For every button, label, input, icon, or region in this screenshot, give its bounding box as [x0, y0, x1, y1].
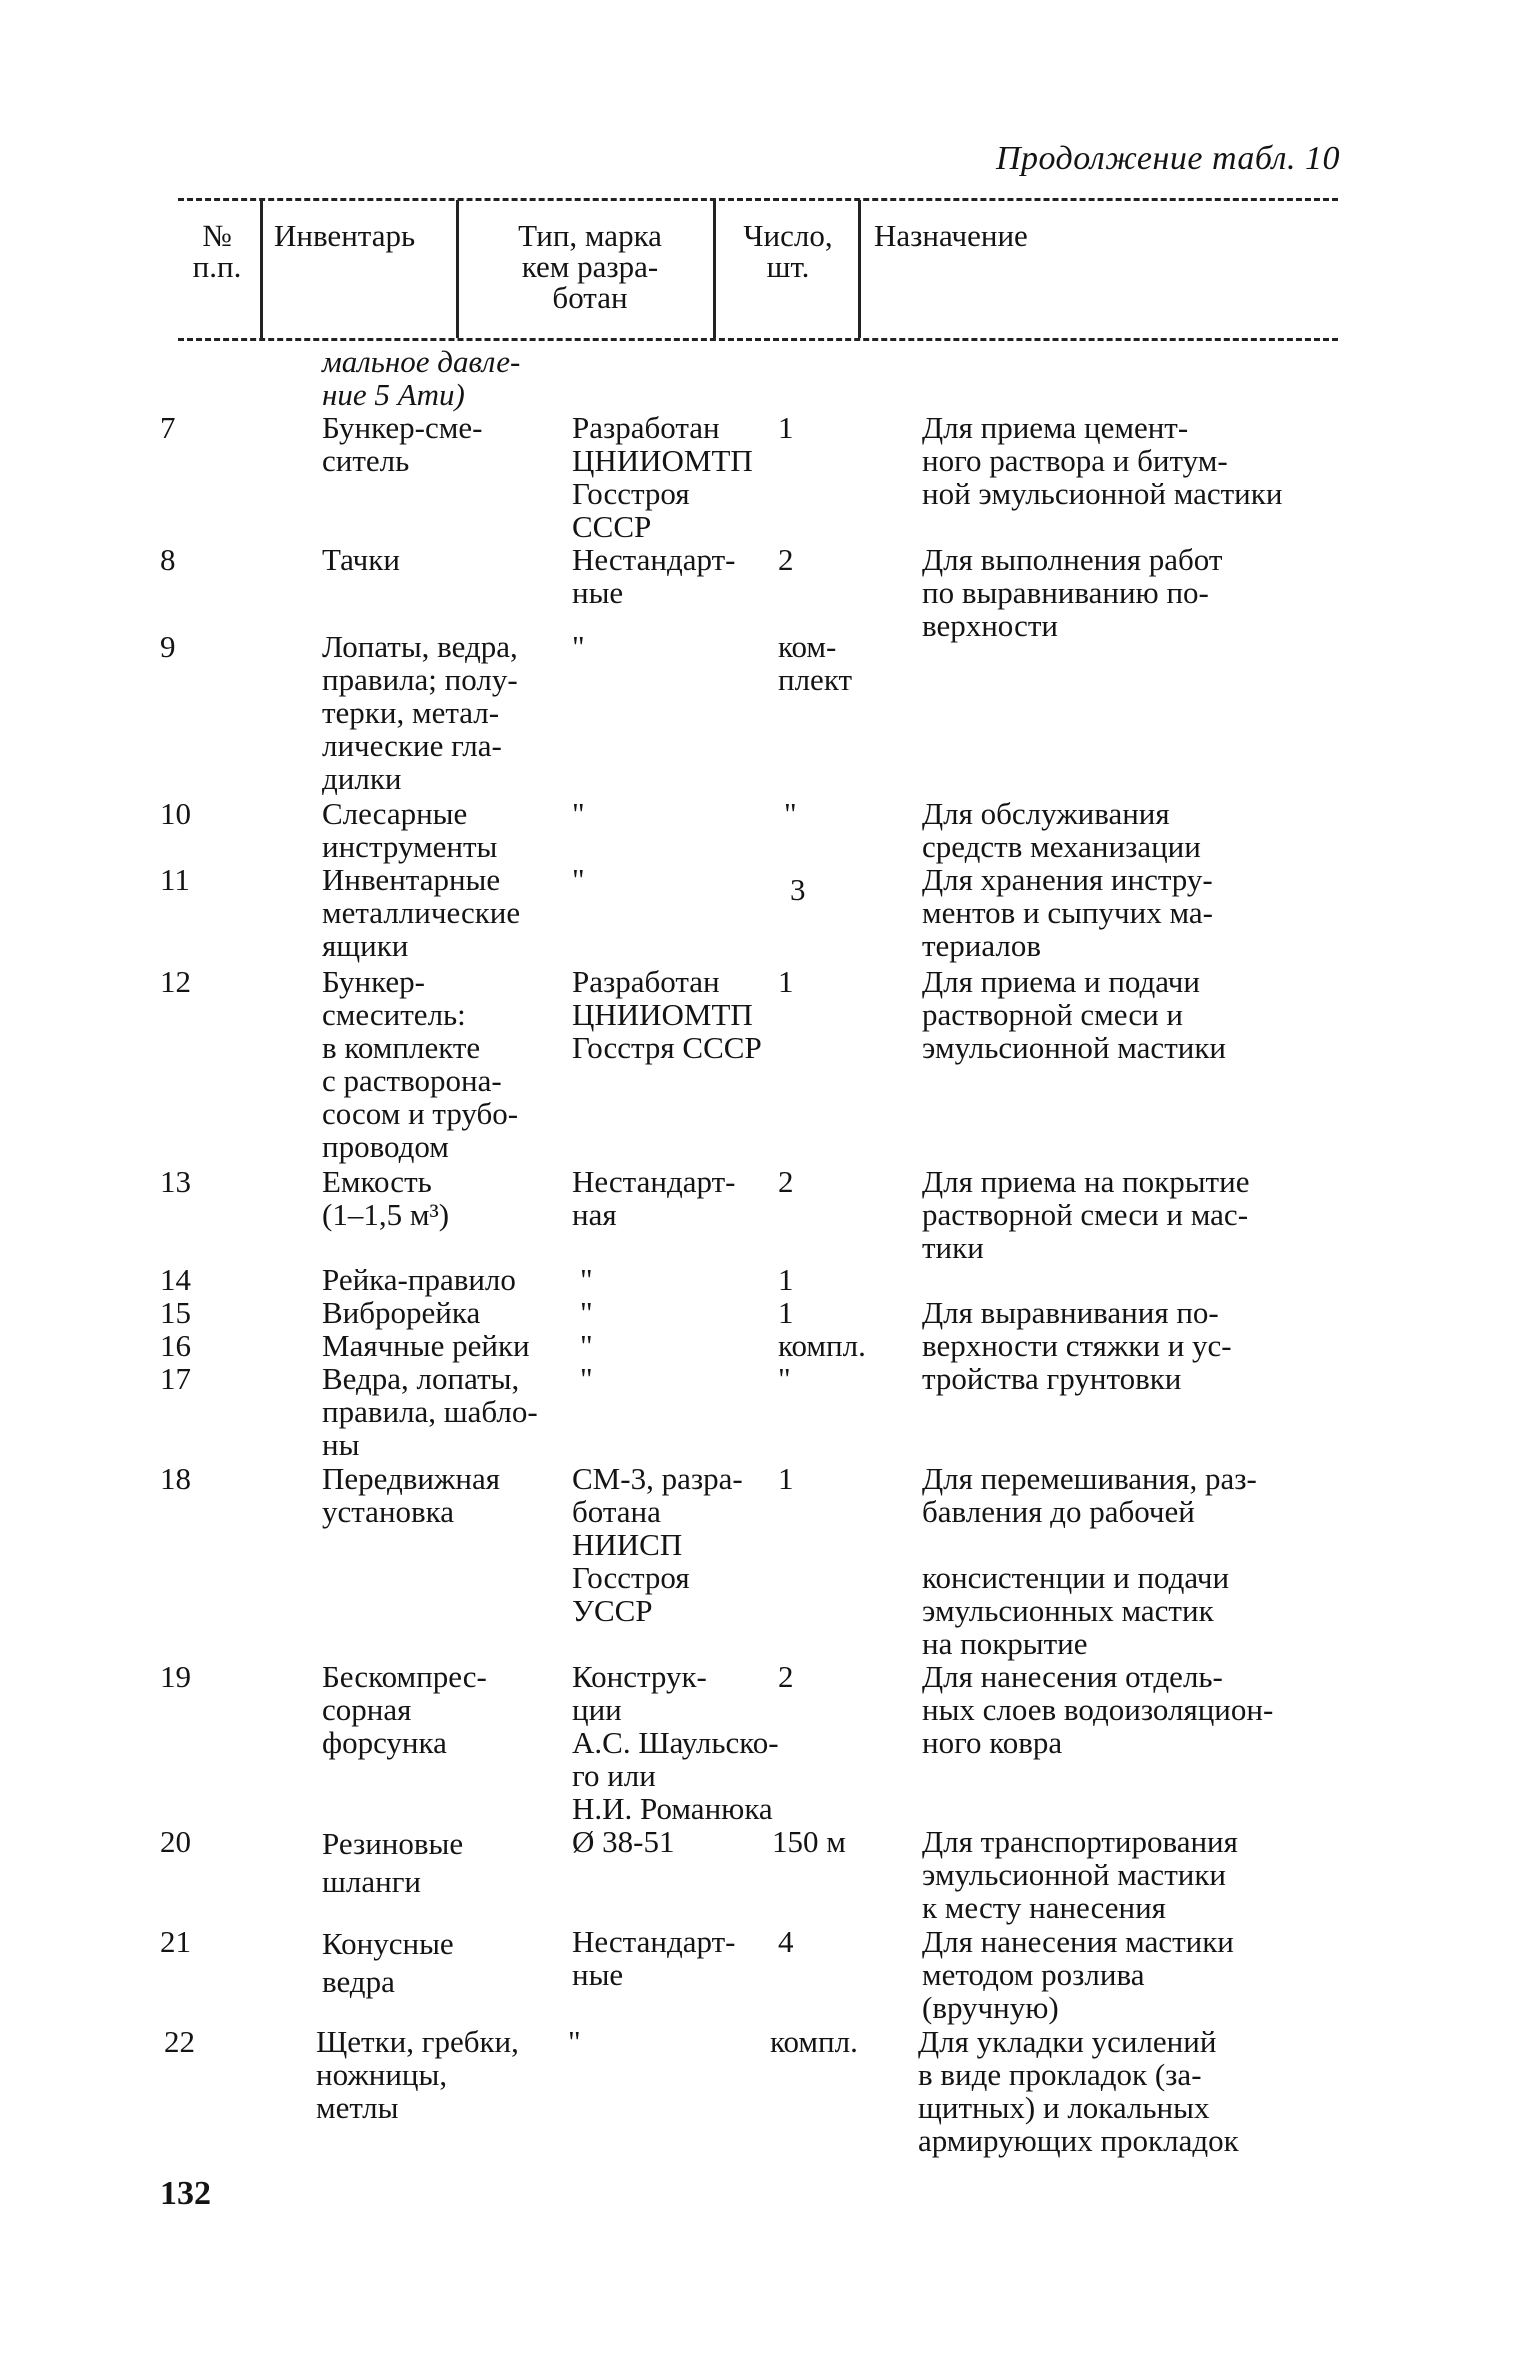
cell-num: 15: [160, 1295, 191, 1330]
cell-num: 21: [160, 1924, 191, 1959]
cell-qty: ": [778, 1361, 791, 1396]
cell-type: ": [580, 1328, 593, 1363]
cell-qty: 1: [778, 1262, 794, 1297]
cell-inventory: Бункер-сме- ситель: [322, 410, 483, 478]
cell-qty: компл.: [770, 2024, 858, 2059]
cell-inventory: Бункер- смеситель: в комплекте с растворона- сосом и трубо- проводом: [322, 964, 519, 1164]
cell-num: 14: [160, 1262, 191, 1297]
header-qty: Число, шт.: [743, 218, 833, 284]
table-caption: Продолжение табл. 10: [995, 140, 1340, 177]
cell-qty: ком- плект: [778, 629, 853, 697]
cell-qty: 1: [778, 410, 794, 445]
cell-qty: 2: [778, 1659, 794, 1694]
cell-inventory: Конусные ведра: [322, 1926, 454, 1999]
cell-inventory: Виброрейка: [322, 1295, 481, 1330]
cell-qty: 2: [778, 542, 794, 577]
cell-qty: 1: [778, 1461, 794, 1496]
cell-num: 10: [160, 796, 191, 831]
cell-type: Ø 38-51: [572, 1824, 675, 1859]
cell-purpose: Для хранения инстру- ментов и сыпучих ма- териалов: [922, 862, 1213, 963]
cell-type: Нестандарт- ные: [572, 1924, 736, 1992]
cell-num: 18: [160, 1461, 191, 1496]
cell-inventory: Щетки, гребки, ножницы, метлы: [316, 2024, 519, 2125]
cell-type: ": [580, 1262, 593, 1297]
cell-qty: 1: [778, 964, 794, 999]
cell-type: ": [568, 2024, 581, 2059]
cell-type: Конструк- ции А.С. Шаульско- го или Н.И. Романюка: [572, 1659, 779, 1826]
cell-inventory: Бескомпрес- сорная форсунка: [322, 1659, 487, 1760]
cell-inventory: мальное давле- ние 5 Ати): [322, 344, 521, 412]
cell-qty: 150 м: [772, 1824, 846, 1859]
cell-purpose: Для обслуживания средств механизации: [922, 796, 1201, 864]
cell-purpose: Для приема и подачи растворной смеси и эмульсионной мастики: [922, 964, 1226, 1065]
cell-purpose: тройства грунтовки: [922, 1361, 1182, 1396]
cell-num: 7: [160, 410, 176, 445]
cell-qty: 4: [778, 1924, 794, 1959]
cell-inventory: Рейка-правило: [322, 1262, 516, 1297]
table-header: [178, 198, 1338, 346]
cell-num: 16: [160, 1328, 191, 1363]
cell-num: 12: [160, 964, 191, 999]
cell-qty: ": [784, 796, 797, 831]
cell-num: 13: [160, 1164, 191, 1199]
cell-purpose: Для укладки усилений в виде прокладок (за- щитных) и локальных армирующих прокладок: [918, 2024, 1239, 2158]
header-divider: [858, 200, 861, 338]
cell-qty: 3: [790, 872, 806, 907]
cell-purpose: Для транспортирования эмульсионной мастики к месту нанесения: [922, 1824, 1238, 1925]
cell-num: 17: [160, 1361, 191, 1396]
header-type: Тип, марка кем разра- ботан: [518, 218, 662, 315]
cell-type: СМ-3, разра- ботана НИИСП Госстроя УССР: [572, 1461, 743, 1628]
cell-purpose: Для приема на покрытие растворной смеси и мас- тики: [922, 1164, 1250, 1265]
cell-num: 22: [164, 2024, 195, 2059]
cell-purpose: Для выравнивания по-: [922, 1295, 1219, 1330]
header-purpose: Назначение: [874, 218, 1028, 253]
cell-type: ": [572, 862, 585, 897]
cell-type: Нестандарт- ные: [572, 542, 736, 610]
cell-num: 20: [160, 1824, 191, 1859]
cell-qty: 2: [778, 1164, 794, 1199]
header-divider: [456, 200, 459, 338]
cell-inventory: Тачки: [322, 542, 400, 577]
cell-purpose: Для нанесения мастики методом розлива (вручную): [922, 1924, 1234, 2025]
header-divider: [713, 200, 716, 338]
cell-inventory: Ведра, лопаты, правила, шабло- ны: [322, 1361, 538, 1462]
cell-inventory: Емкость (1–1,5 м³): [322, 1164, 450, 1232]
cell-type: Разработан ЦНИИОМТП Госстроя СССР: [572, 410, 753, 544]
cell-inventory: Маячные рейки: [322, 1328, 530, 1363]
cell-purpose: Для приема цемент- ного раствора и битум- ной эмульсионной мастики: [922, 410, 1283, 511]
page-number: 132: [160, 2175, 211, 2212]
cell-type: ": [572, 796, 585, 831]
cell-purpose: Для нанесения отдель- ных слоев водоизоляцион- ного ковра: [922, 1659, 1274, 1760]
cell-type: ": [580, 1295, 593, 1330]
header-bottom-rule: [178, 338, 1338, 341]
cell-purpose: верхности стяжки и ус-: [922, 1328, 1232, 1363]
cell-inventory: Резиновые шланги: [322, 1826, 464, 1899]
cell-purpose: Для выполнения работ по выравниванию по- верхности: [922, 542, 1223, 643]
header-top-rule: [178, 198, 1338, 201]
cell-inventory: Инвентарные металлические ящики: [322, 862, 521, 963]
cell-num: 8: [160, 542, 176, 577]
cell-inventory: Лопаты, ведра, правила; полу- терки, метал- лические гла- дилки: [322, 629, 518, 796]
cell-num: 9: [160, 629, 176, 664]
header-inventory: Инвентарь: [274, 218, 416, 253]
cell-type: ": [572, 629, 585, 664]
cell-qty: 1: [778, 1295, 794, 1330]
header-divider: [260, 200, 263, 338]
cell-purpose: Для перемешивания, раз- бавления до рабочей консистенции и подачи эмульсионных мастик на покрытие: [922, 1461, 1257, 1661]
cell-inventory: Слесарные инструменты: [322, 796, 498, 864]
cell-inventory: Передвижная установка: [322, 1461, 501, 1529]
cell-num: 19: [160, 1659, 191, 1694]
cell-qty: компл.: [778, 1328, 866, 1363]
cell-type: Нестандарт- ная: [572, 1164, 736, 1232]
header-num: № п.п.: [192, 218, 242, 284]
cell-type: ": [580, 1361, 593, 1396]
cell-num: 11: [160, 862, 190, 897]
cell-type: Разработан ЦНИИОМТП Госстря СССР: [572, 964, 762, 1065]
